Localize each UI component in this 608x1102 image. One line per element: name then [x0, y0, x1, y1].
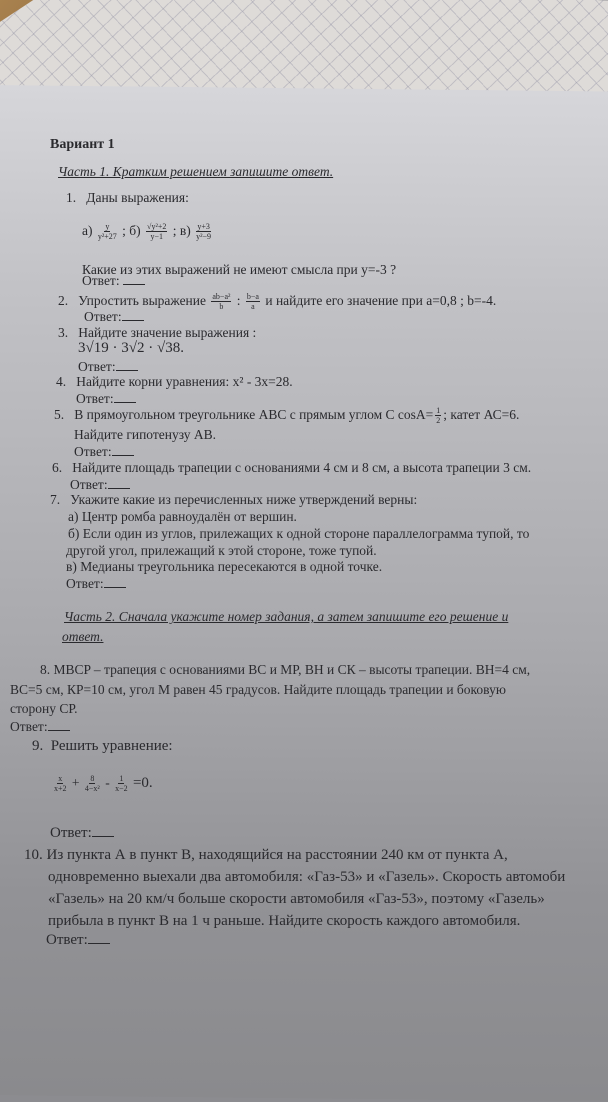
task-text: Даны выражения: [86, 190, 189, 205]
answer-label: Ответ: [50, 825, 92, 841]
answer-blank[interactable] [104, 575, 126, 588]
task-text: MBCP – трапеция с основаниями ВС и МР, ВН и СК – высоты трапеции. ВН=4 см, [53, 662, 531, 677]
task-9-equation [52, 774, 153, 793]
task-5-answer[interactable] [74, 443, 134, 460]
task-1-answer[interactable] [82, 272, 145, 289]
option-a-label: а) [82, 223, 93, 238]
variant-title: Вариант 1 [50, 137, 115, 152]
part2-heading-cont: ответ. [62, 629, 104, 644]
answer-label: Ответ: [78, 359, 116, 374]
task-7 [50, 491, 417, 508]
statement-b-cont: другой угол, прилежащий к этой стороне, тоже тупой. [66, 543, 377, 558]
equation-rhs: =0. [132, 775, 153, 791]
task-number: 8. [40, 662, 51, 677]
statement-a: а) Центр ромба равноудалён от вершин. [68, 509, 297, 524]
task-text-tail: ; катет АС=6. [443, 407, 520, 422]
task-number: 4. [56, 374, 67, 389]
fraction-2: $\frac{8}{\text{4−x²}}$ [84, 774, 100, 794]
task-1-question: Какие из этих выражений не имеют смысла при y=-3 ? [82, 262, 397, 277]
task-number: 1. [66, 190, 77, 205]
answer-blank[interactable] [116, 358, 138, 371]
statement-c: в) Медианы треугольника пересекаются в одной точке. [66, 559, 383, 574]
part1-heading: Часть 1. Кратким решением запишите ответ. [58, 164, 334, 179]
task-text: Из пункта А в пункт В, находящийся на расстоянии 240 км от пункта А, [46, 847, 508, 863]
task-9 [32, 738, 173, 755]
task-5 [54, 406, 519, 425]
answer-label: Ответ: [84, 309, 122, 324]
answer-label: Ответ: [74, 444, 112, 459]
task-text: В прямоугольном треугольнике АВС с прямым углом С cosA= [74, 407, 434, 422]
plus-operator: + [71, 775, 80, 790]
answer-label: Ответ: [46, 932, 88, 948]
part2-heading: Часть 2. Сначала укажите номер задания, а затем запишите его решение и [64, 609, 509, 624]
minus-operator: - [105, 775, 110, 790]
task-text: Найдите корни уравнения: x² - 3x=28. [76, 374, 293, 389]
task-8-answer[interactable] [10, 718, 70, 735]
divide-operator: : [236, 293, 241, 308]
answer-blank[interactable] [123, 272, 145, 285]
task-8-line2: ВС=5 см, КР=10 см, угол М равен 45 градусов. Найдите площадь трапеции и боковую [10, 682, 506, 697]
task-number: 6. [52, 460, 63, 475]
answer-label: Ответ: [76, 391, 114, 406]
fraction-c: $\frac{y+3}{\text{y²−9}}$ [196, 222, 212, 242]
task-10-line3: «Газель» на 20 км/ч больше скорости автомобиля «Газ-53», поэтому «Газель» [48, 891, 545, 907]
task-number: 2. [58, 293, 69, 308]
fraction-b: $\frac{\text{√y²+2}}{y-1}$ [147, 222, 167, 242]
task-6 [52, 459, 531, 476]
task-4-answer[interactable] [76, 390, 136, 407]
option-b-label: ; б) [122, 223, 141, 238]
task-9-answer[interactable] [50, 824, 114, 842]
answer-blank[interactable] [48, 718, 70, 731]
task-text: Упростить выражение [78, 293, 206, 308]
fraction-3: $\frac{1}{x-2}$ [115, 774, 128, 794]
task-number: 5. [54, 407, 65, 422]
answer-blank[interactable] [108, 476, 130, 489]
answer-blank[interactable] [92, 824, 114, 837]
task-3-expression: 3√19 · 3√2 · √38. [78, 340, 184, 356]
answer-blank[interactable] [88, 931, 110, 944]
fraction-2: $\frac{b-a}{a}$ [246, 292, 259, 312]
statement-b: б) Если один из углов, прилежащих к одной стороне параллелограмма тупой, то [68, 526, 530, 541]
answer-label: Ответ: [66, 576, 104, 591]
fraction-1: $\frac{\text{ab−a²}}{b}$ [212, 292, 231, 312]
task-number: 9. [32, 738, 44, 754]
task-text-tail: и найдите его значение при a=0,8 ; b=-4. [265, 293, 497, 308]
answer-blank[interactable] [114, 390, 136, 403]
fraction-1: $\frac{x}{x+2}$ [54, 774, 67, 794]
task-text: Укажите какие из перечисленных ниже утверждений верны: [70, 492, 418, 507]
task-3 [58, 324, 256, 341]
task-text: Найдите площадь трапеции с основаниями 4 см и 8 см, а высота трапеции 3 см. [72, 460, 532, 475]
task-8 [40, 661, 530, 678]
task-10-line2: одновременно выехали два автомобиля: «Газ-53» и «Газель». Скорость автомоби [48, 869, 566, 885]
task-8-line3: сторону СР. [10, 701, 78, 716]
task-10-answer[interactable] [46, 931, 110, 949]
task-7-answer[interactable] [66, 575, 126, 592]
answer-blank[interactable] [122, 308, 144, 321]
task-1 [66, 189, 189, 206]
task-4 [56, 373, 293, 390]
answer-label: Ответ: [10, 719, 48, 734]
fraction-a: $\frac{y}{\text{y²+27}}$ [97, 222, 117, 242]
task-10-line4: прибыла в пункт В на 1 ч раньше. Найдите скорость каждого автомобиля. [48, 913, 521, 929]
task-5-line2: Найдите гипотенузу АВ. [74, 427, 217, 442]
answer-label: Ответ: [70, 477, 108, 492]
option-c-label: ; в) [172, 223, 191, 238]
task-text: Решить уравнение: [50, 738, 173, 754]
task-text: Найдите значение выражения : [78, 325, 257, 340]
fraction-half: $\frac{1}{2}$ [436, 406, 441, 426]
task-1-expressions [82, 222, 213, 241]
task-number: 10. [24, 847, 43, 863]
task-10 [24, 847, 508, 864]
answer-label: Ответ: [82, 273, 120, 288]
answer-blank[interactable] [112, 443, 134, 456]
task-number: 7. [50, 492, 61, 507]
task-2-answer[interactable] [84, 308, 144, 325]
task-number: 3. [58, 325, 69, 340]
